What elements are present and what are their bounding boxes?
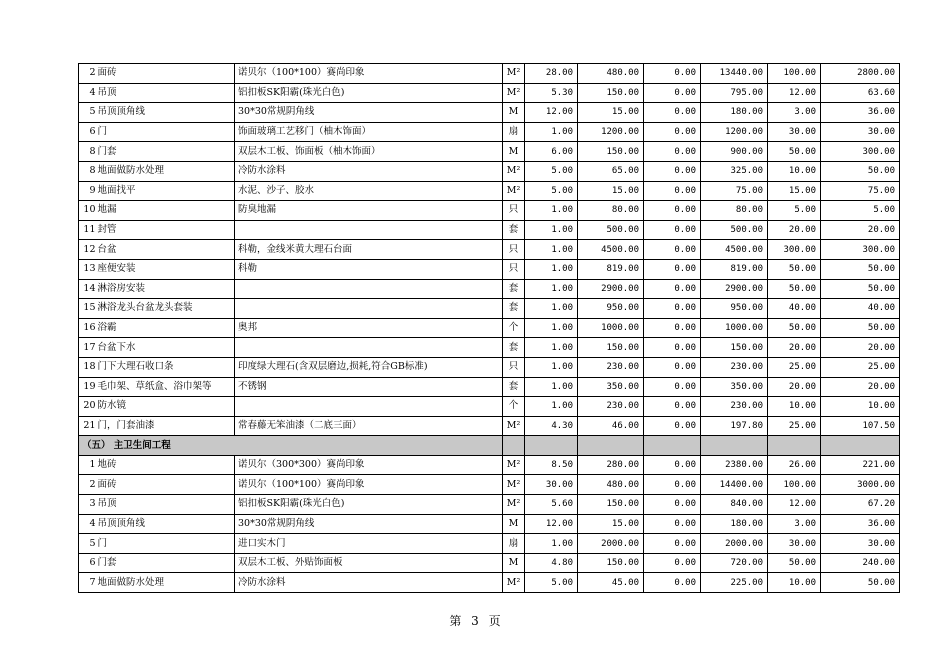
item-unit: 套	[503, 299, 525, 319]
item-labor-price: 10.00	[768, 573, 821, 593]
table-row	[79, 416, 900, 436]
item-material: 诺贝尔（100*100）赛尚印象	[235, 475, 503, 495]
item-quantity: 1.00	[525, 338, 578, 358]
item-loss: 0.00	[644, 455, 701, 475]
item-amount: 1000.00	[701, 318, 768, 338]
item-quantity: 1.00	[525, 318, 578, 338]
item-labor-price: 50.00	[768, 142, 821, 162]
item-material: 防臭地漏	[235, 201, 503, 221]
item-material: 铝扣板SK阳霸(珠光白色)	[235, 495, 503, 515]
item-labor-price: 20.00	[768, 377, 821, 397]
row-number: 5	[79, 534, 97, 554]
table-row	[79, 534, 900, 554]
row-number: 6	[79, 122, 97, 142]
item-labor-price: 3.00	[768, 514, 821, 534]
item-labor-amount: 3000.00	[821, 475, 900, 495]
item-material	[235, 338, 503, 358]
table-row	[79, 455, 900, 475]
table-row	[79, 495, 900, 515]
item-amount: 350.00	[701, 377, 768, 397]
item-name: 门套	[97, 142, 235, 162]
item-material	[235, 397, 503, 417]
item-unit-price: 4500.00	[578, 240, 644, 260]
item-labor-price: 100.00	[768, 475, 821, 495]
item-unit-price: 80.00	[578, 201, 644, 221]
item-labor-price: 12.00	[768, 495, 821, 515]
item-loss: 0.00	[644, 377, 701, 397]
item-labor-amount: 75.00	[821, 181, 900, 201]
item-quantity: 30.00	[525, 475, 578, 495]
row-number: 16	[79, 318, 97, 338]
item-quantity: 1.00	[525, 259, 578, 279]
item-labor-price: 12.00	[768, 83, 821, 103]
item-unit: M	[503, 103, 525, 123]
item-name: 门	[97, 122, 235, 142]
row-number: 17	[79, 338, 97, 358]
item-material: 30*30常规阴角线	[235, 103, 503, 123]
item-amount: 230.00	[701, 357, 768, 377]
item-unit: M²	[503, 573, 525, 593]
item-loss: 0.00	[644, 161, 701, 181]
table-row	[79, 318, 900, 338]
item-amount: 2000.00	[701, 534, 768, 554]
item-name: 门套	[97, 553, 235, 573]
item-labor-amount: 30.00	[821, 122, 900, 142]
item-material: 科勒	[235, 259, 503, 279]
row-number: 2	[79, 64, 97, 84]
row-number: 18	[79, 357, 97, 377]
item-quantity: 5.30	[525, 83, 578, 103]
row-number: 14	[79, 279, 97, 299]
item-unit-price: 150.00	[578, 142, 644, 162]
item-labor-amount: 36.00	[821, 514, 900, 534]
item-quantity: 1.00	[525, 377, 578, 397]
row-number: 8	[79, 142, 97, 162]
item-labor-price: 10.00	[768, 161, 821, 181]
item-name: 吊顶顶角线	[97, 514, 235, 534]
item-material: 冷防水涂料	[235, 573, 503, 593]
item-loss: 0.00	[644, 475, 701, 495]
item-unit-price: 819.00	[578, 259, 644, 279]
item-labor-amount: 30.00	[821, 534, 900, 554]
item-name: 吊顶	[97, 83, 235, 103]
item-quantity: 28.00	[525, 64, 578, 84]
item-unit-price: 350.00	[578, 377, 644, 397]
item-name: 台盆下水	[97, 338, 235, 358]
item-unit-price: 150.00	[578, 495, 644, 515]
item-name: 吊顶顶角线	[97, 103, 235, 123]
row-number: 21	[79, 416, 97, 436]
item-unit-price: 1000.00	[578, 318, 644, 338]
item-name: 地面做防水处理	[97, 161, 235, 181]
quotation-table	[78, 63, 900, 593]
row-number: 4	[79, 514, 97, 534]
item-amount: 819.00	[701, 259, 768, 279]
item-labor-price: 25.00	[768, 416, 821, 436]
item-labor-price: 30.00	[768, 122, 821, 142]
table-row	[79, 553, 900, 573]
row-number: 5	[79, 103, 97, 123]
item-quantity: 1.00	[525, 534, 578, 554]
item-amount: 4500.00	[701, 240, 768, 260]
item-loss: 0.00	[644, 534, 701, 554]
item-material: 诺贝尔（100*100）赛尚印象	[235, 64, 503, 84]
item-labor-amount: 240.00	[821, 553, 900, 573]
item-unit-price: 150.00	[578, 553, 644, 573]
row-number: 2	[79, 475, 97, 495]
item-amount: 795.00	[701, 83, 768, 103]
item-name: 淋浴龙头台盆龙头套装	[97, 299, 235, 319]
item-labor-price: 50.00	[768, 553, 821, 573]
row-number: 13	[79, 259, 97, 279]
item-labor-amount: 50.00	[821, 259, 900, 279]
item-loss: 0.00	[644, 240, 701, 260]
item-name: 封管	[97, 220, 235, 240]
item-labor-price: 10.00	[768, 397, 821, 417]
table-row	[79, 259, 900, 279]
item-unit: 套	[503, 377, 525, 397]
item-quantity: 5.00	[525, 181, 578, 201]
item-loss: 0.00	[644, 573, 701, 593]
item-unit: 扇	[503, 534, 525, 554]
row-number: 1	[79, 455, 97, 475]
row-number: 11	[79, 220, 97, 240]
table-row	[79, 397, 900, 417]
item-labor-amount: 20.00	[821, 377, 900, 397]
table-row	[79, 573, 900, 593]
item-material: 水泥、沙子、胶水	[235, 181, 503, 201]
item-loss: 0.00	[644, 397, 701, 417]
item-labor-price: 25.00	[768, 357, 821, 377]
item-loss: 0.00	[644, 514, 701, 534]
item-amount: 500.00	[701, 220, 768, 240]
item-name: 地面找平	[97, 181, 235, 201]
table-row	[79, 181, 900, 201]
item-loss: 0.00	[644, 357, 701, 377]
item-material: 进口实木门	[235, 534, 503, 554]
item-loss: 0.00	[644, 201, 701, 221]
item-labor-amount: 10.00	[821, 397, 900, 417]
item-unit-price: 65.00	[578, 161, 644, 181]
item-amount: 230.00	[701, 397, 768, 417]
item-labor-amount: 300.00	[821, 240, 900, 260]
item-amount: 720.00	[701, 553, 768, 573]
item-name: 淋浴房安装	[97, 279, 235, 299]
item-name: 吊顶	[97, 495, 235, 515]
item-unit: 套	[503, 338, 525, 358]
row-number: 3	[79, 495, 97, 515]
item-unit: M²	[503, 455, 525, 475]
item-labor-price: 40.00	[768, 299, 821, 319]
table-row	[79, 338, 900, 358]
item-amount: 2380.00	[701, 455, 768, 475]
item-amount: 80.00	[701, 201, 768, 221]
row-number: 9	[79, 181, 97, 201]
item-amount: 900.00	[701, 142, 768, 162]
item-material: 诺贝尔（300*300）赛尚印象	[235, 455, 503, 475]
item-labor-amount: 300.00	[821, 142, 900, 162]
item-amount: 2900.00	[701, 279, 768, 299]
item-quantity: 1.00	[525, 201, 578, 221]
table-row	[79, 103, 900, 123]
item-amount: 75.00	[701, 181, 768, 201]
item-labor-amount: 40.00	[821, 299, 900, 319]
item-quantity: 5.00	[525, 161, 578, 181]
item-loss: 0.00	[644, 416, 701, 436]
item-amount: 180.00	[701, 103, 768, 123]
item-unit-price: 480.00	[578, 64, 644, 84]
item-unit: M	[503, 553, 525, 573]
item-quantity: 8.50	[525, 455, 578, 475]
page-label-prefix: 第	[449, 614, 462, 628]
item-name: 地砖	[97, 455, 235, 475]
table-row	[79, 220, 900, 240]
item-unit-price: 230.00	[578, 397, 644, 417]
item-amount: 14400.00	[701, 475, 768, 495]
item-quantity: 1.00	[525, 240, 578, 260]
item-loss: 0.00	[644, 83, 701, 103]
item-labor-price: 3.00	[768, 103, 821, 123]
item-material: 不锈钢	[235, 377, 503, 397]
table-row	[79, 201, 900, 221]
table-row	[79, 279, 900, 299]
item-unit-price: 500.00	[578, 220, 644, 240]
row-number: 12	[79, 240, 97, 260]
item-labor-price: 20.00	[768, 220, 821, 240]
item-labor-price: 30.00	[768, 534, 821, 554]
item-quantity: 1.00	[525, 397, 578, 417]
item-quantity: 4.80	[525, 553, 578, 573]
item-name: 门，门套油漆	[97, 416, 235, 436]
table-row	[79, 122, 900, 142]
item-unit: 套	[503, 220, 525, 240]
item-name: 门下大理石收口条	[97, 357, 235, 377]
item-amount: 225.00	[701, 573, 768, 593]
item-labor-amount: 50.00	[821, 573, 900, 593]
table-row	[79, 475, 900, 495]
item-material: 双层木工板、饰面板（柚木饰面）	[235, 142, 503, 162]
item-name: 台盆	[97, 240, 235, 260]
item-labor-price: 50.00	[768, 259, 821, 279]
item-unit-price: 1200.00	[578, 122, 644, 142]
item-unit: M²	[503, 495, 525, 515]
item-loss: 0.00	[644, 103, 701, 123]
item-unit-price: 950.00	[578, 299, 644, 319]
section-header-row	[79, 436, 900, 456]
item-labor-amount: 20.00	[821, 338, 900, 358]
item-labor-amount: 2800.00	[821, 64, 900, 84]
item-name: 面砖	[97, 475, 235, 495]
item-amount: 840.00	[701, 495, 768, 515]
item-amount: 950.00	[701, 299, 768, 319]
item-unit: M²	[503, 475, 525, 495]
item-loss: 0.00	[644, 122, 701, 142]
item-material: 冷防水涂料	[235, 161, 503, 181]
section-title: （五） 主卫生间工程	[79, 436, 503, 456]
item-quantity: 12.00	[525, 514, 578, 534]
item-amount: 197.80	[701, 416, 768, 436]
item-material	[235, 220, 503, 240]
item-loss: 0.00	[644, 259, 701, 279]
item-amount: 13440.00	[701, 64, 768, 84]
item-name: 座便安装	[97, 259, 235, 279]
item-quantity: 12.00	[525, 103, 578, 123]
item-name: 面砖	[97, 64, 235, 84]
item-loss: 0.00	[644, 299, 701, 319]
item-name: 浴霸	[97, 318, 235, 338]
item-unit-price: 46.00	[578, 416, 644, 436]
item-material: 印度绿大理石(含双层磨边,损耗,符合GB标准)	[235, 357, 503, 377]
row-number: 7	[79, 573, 97, 593]
row-number: 19	[79, 377, 97, 397]
item-material: 奥邦	[235, 318, 503, 338]
item-loss: 0.00	[644, 495, 701, 515]
item-unit-price: 150.00	[578, 338, 644, 358]
item-unit: 套	[503, 279, 525, 299]
item-material: 科勒，金线米黄大理石台面	[235, 240, 503, 260]
item-unit-price: 45.00	[578, 573, 644, 593]
table-row	[79, 377, 900, 397]
item-labor-amount: 50.00	[821, 161, 900, 181]
item-labor-price: 50.00	[768, 279, 821, 299]
page-label-suffix: 页	[488, 614, 501, 628]
item-unit: 只	[503, 240, 525, 260]
item-unit: M²	[503, 83, 525, 103]
item-name: 防水镜	[97, 397, 235, 417]
table-row	[79, 514, 900, 534]
table-row	[79, 357, 900, 377]
item-unit-price: 280.00	[578, 455, 644, 475]
item-unit: 只	[503, 201, 525, 221]
item-name: 地漏	[97, 201, 235, 221]
item-unit: 个	[503, 397, 525, 417]
table-row	[79, 142, 900, 162]
item-unit-price: 150.00	[578, 83, 644, 103]
item-loss: 0.00	[644, 64, 701, 84]
item-labor-amount: 20.00	[821, 220, 900, 240]
row-number: 8	[79, 161, 97, 181]
table-row	[79, 83, 900, 103]
item-unit: M²	[503, 64, 525, 84]
page-number: 3	[471, 614, 479, 628]
item-quantity: 5.60	[525, 495, 578, 515]
item-unit: M²	[503, 161, 525, 181]
page-footer	[0, 612, 950, 629]
table-row	[79, 240, 900, 260]
item-unit-price: 2000.00	[578, 534, 644, 554]
item-labor-amount: 5.00	[821, 201, 900, 221]
item-labor-amount: 25.00	[821, 357, 900, 377]
item-amount: 150.00	[701, 338, 768, 358]
item-loss: 0.00	[644, 338, 701, 358]
item-quantity: 4.30	[525, 416, 578, 436]
item-quantity: 1.00	[525, 122, 578, 142]
item-material	[235, 299, 503, 319]
item-labor-price: 5.00	[768, 201, 821, 221]
item-loss: 0.00	[644, 279, 701, 299]
row-number: 20	[79, 397, 97, 417]
item-unit: M²	[503, 181, 525, 201]
item-amount: 325.00	[701, 161, 768, 181]
table-section	[79, 436, 900, 456]
item-unit-price: 15.00	[578, 181, 644, 201]
item-unit: M	[503, 514, 525, 534]
item-quantity: 1.00	[525, 220, 578, 240]
item-name: 门	[97, 534, 235, 554]
item-quantity: 6.00	[525, 142, 578, 162]
item-loss: 0.00	[644, 220, 701, 240]
item-labor-amount: 67.20	[821, 495, 900, 515]
item-labor-amount: 36.00	[821, 103, 900, 123]
item-labor-price: 20.00	[768, 338, 821, 358]
item-unit-price: 230.00	[578, 357, 644, 377]
item-unit: 只	[503, 357, 525, 377]
item-material: 双层木工板、外贴饰面板	[235, 553, 503, 573]
item-material	[235, 279, 503, 299]
row-number: 10	[79, 201, 97, 221]
table-row	[79, 161, 900, 181]
item-material: 饰面玻璃工艺移门（柚木饰面）	[235, 122, 503, 142]
row-number: 4	[79, 83, 97, 103]
item-unit: 个	[503, 318, 525, 338]
item-labor-amount: 50.00	[821, 279, 900, 299]
item-amount: 1200.00	[701, 122, 768, 142]
table-body-upper	[79, 64, 900, 436]
item-quantity: 5.00	[525, 573, 578, 593]
item-loss: 0.00	[644, 553, 701, 573]
item-labor-price: 50.00	[768, 318, 821, 338]
item-labor-price: 300.00	[768, 240, 821, 260]
table-body-lower	[79, 455, 900, 592]
item-loss: 0.00	[644, 181, 701, 201]
item-labor-amount: 107.50	[821, 416, 900, 436]
item-labor-amount: 50.00	[821, 318, 900, 338]
item-amount: 180.00	[701, 514, 768, 534]
table-row	[79, 64, 900, 84]
item-loss: 0.00	[644, 142, 701, 162]
item-unit: M	[503, 142, 525, 162]
item-unit-price: 2900.00	[578, 279, 644, 299]
item-quantity: 1.00	[525, 357, 578, 377]
table-row	[79, 299, 900, 319]
item-unit: 扇	[503, 122, 525, 142]
item-labor-amount: 63.60	[821, 83, 900, 103]
item-unit-price: 15.00	[578, 514, 644, 534]
item-material: 常春藤无笨油漆（二底三面）	[235, 416, 503, 436]
item-labor-amount: 221.00	[821, 455, 900, 475]
item-labor-price: 100.00	[768, 64, 821, 84]
item-unit-price: 15.00	[578, 103, 644, 123]
item-name: 地面做防水处理	[97, 573, 235, 593]
item-unit-price: 480.00	[578, 475, 644, 495]
item-name: 毛巾架、草纸盒、浴巾架等	[97, 377, 235, 397]
row-number: 6	[79, 553, 97, 573]
item-material: 30*30常规阴角线	[235, 514, 503, 534]
item-quantity: 1.00	[525, 299, 578, 319]
item-labor-price: 26.00	[768, 455, 821, 475]
item-unit: M²	[503, 416, 525, 436]
item-labor-price: 15.00	[768, 181, 821, 201]
row-number: 15	[79, 299, 97, 319]
item-loss: 0.00	[644, 318, 701, 338]
item-quantity: 1.00	[525, 279, 578, 299]
item-material: 铝扣板SK阳霸(珠光白色)	[235, 83, 503, 103]
item-unit: 只	[503, 259, 525, 279]
